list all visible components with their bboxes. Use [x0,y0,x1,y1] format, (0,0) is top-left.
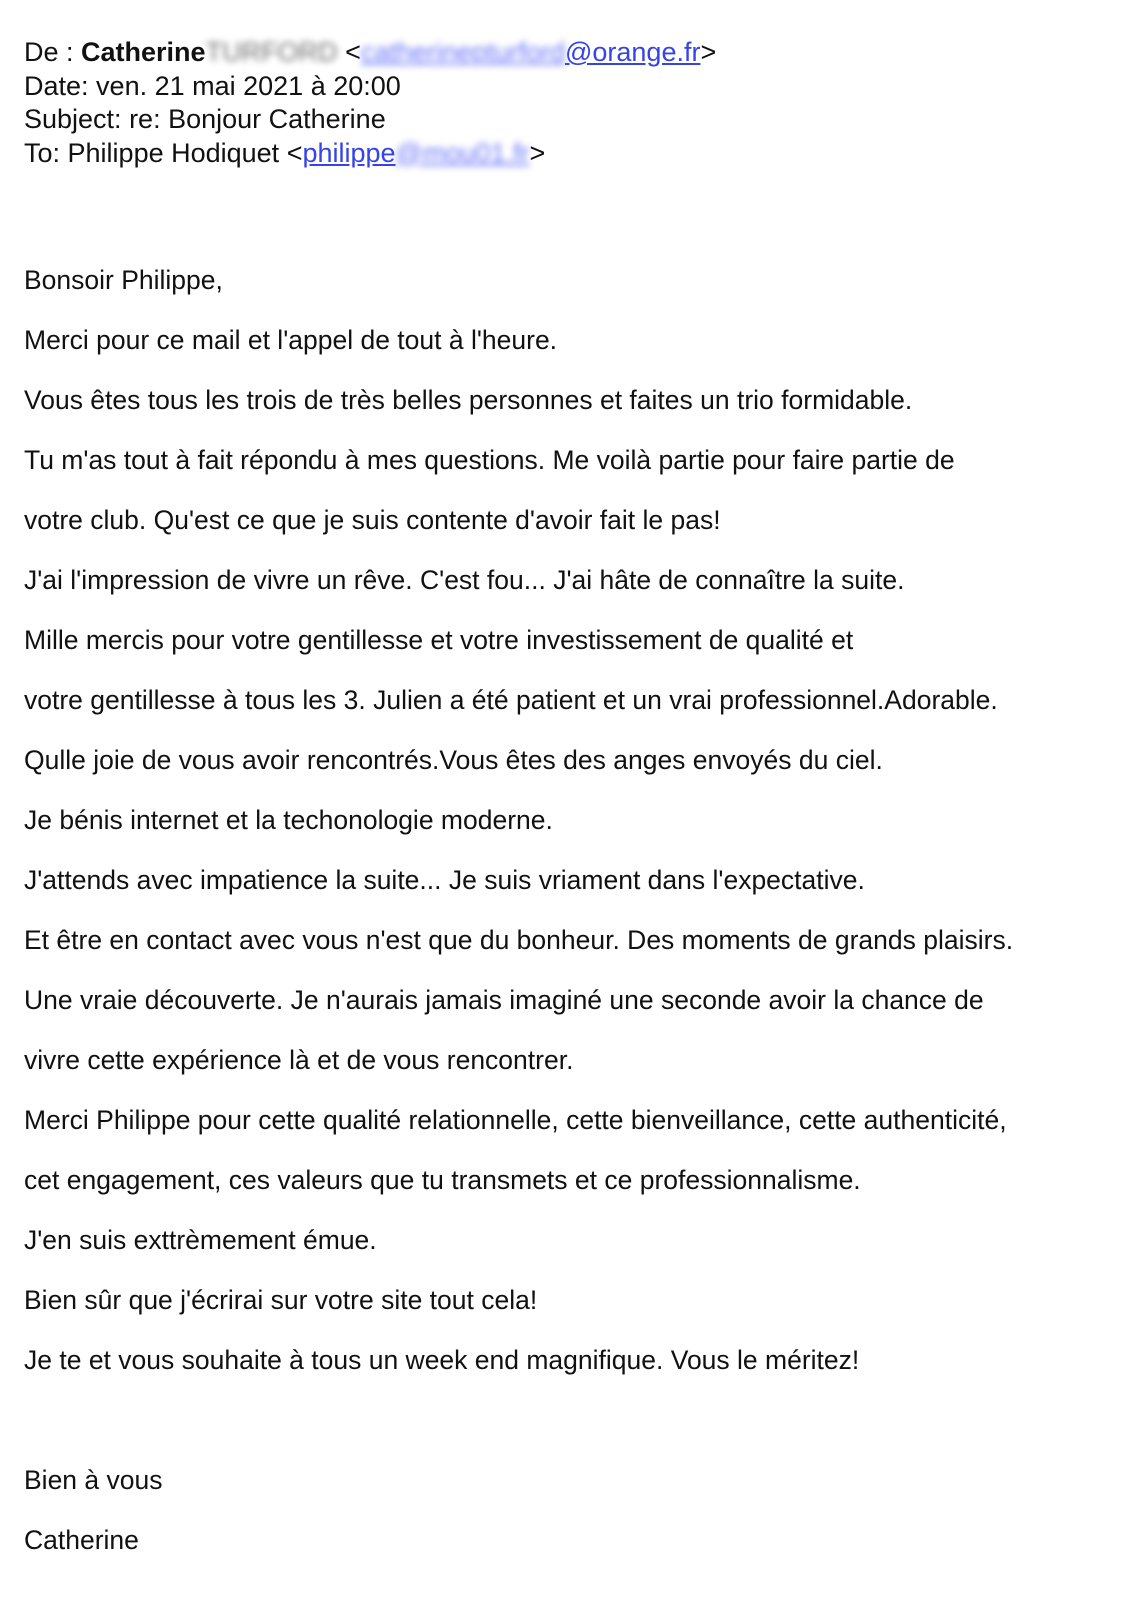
body-line: J'attends avec impatience la suite... Je suis vriament dans l'expectative. [24,865,865,895]
body-line: Et être en contact avec vous n'est que du bonheur. Des moments de grands plaisirs. [24,925,1014,955]
from-label: De : [24,37,82,67]
greeting: Bonsoir Philippe, [24,265,223,295]
body-line: Mille mercis pour votre gentillesse et votre investissement de qualité et [24,625,854,655]
body-line: Qulle joie de vous avoir rencontrés.Vous êtes des anges envoyés du ciel. [24,745,883,775]
date-label: Date: [24,70,97,101]
body-line: Merci Philippe pour cette qualité relationnelle, cette bienveillance, cette authenticité, [24,1105,1007,1135]
date-row [24,70,1114,104]
recipient-email[interactable]: philippe [302,137,396,168]
body-line: vivre cette expérience là et de vous rencontrer. [24,1045,574,1075]
email-body [24,250,1114,1570]
body-line: Vous êtes tous les trois de très belles personnes et faites un trio formidable. [24,385,913,415]
body-line: votre gentillesse à tous les 3. Julien a été patient et un vrai professionnel.Adorable. [24,685,998,715]
body-line: Je te et vous souhaite à tous un week end magnifique. Vous le méritez! [24,1345,860,1375]
email-message [24,36,1114,1570]
email-open-bracket: < [345,37,361,67]
to-label: To: [24,137,68,168]
paragraph-gap [24,1390,1114,1450]
body-line: Bien sûr que j'écrirai sur votre site tout cela! [24,1285,538,1315]
email-open-bracket: < [286,137,303,168]
signature: Catherine [24,1525,139,1555]
body-line: Une vraie découverte. Je n'aurais jamais imaginé une seconde avoir la chance de [24,985,984,1015]
email-header [24,36,1114,170]
email-close-bracket: > [700,37,717,67]
closing: Bien à vous [24,1465,163,1495]
from-row [24,36,1114,70]
body-line: Je bénis internet et la techonologie moderne. [24,805,553,835]
body-line: J'en suis exttrèmement émue. [24,1225,377,1255]
recipient-name: Philippe Hodiquet [67,137,287,168]
to-row [24,137,1114,171]
sender-email-redacted[interactable]: catherinepturford [360,37,565,67]
sender-email-domain[interactable]: @orange.fr [564,37,701,67]
body-line: votre club. Qu'est ce que je suis contente d'avoir fait le pas! [24,505,721,535]
subject-row [24,103,1114,137]
subject-label: Subject: [24,104,130,134]
sender-surname-redacted: TURFORD [205,37,338,67]
sender-name: Catherine [81,37,206,67]
recipient-email-redacted[interactable]: @mou01.fr [395,137,530,168]
date-value: ven. 21 mai 2021 à 20:00 [96,70,401,101]
subject-value: re: Bonjour Catherine [129,104,386,134]
body-line: Merci pour ce mail et l'appel de tout à l'heure. [24,325,558,355]
email-close-bracket: > [529,137,546,168]
body-line: Tu m'as tout à fait répondu à mes questions. Me voilà partie pour faire partie de [24,445,955,475]
body-line: cet engagement, ces valeurs que tu transmets et ce professionnalisme. [24,1165,861,1195]
body-line: J'ai l'impression de vivre un rêve. C'est fou... J'ai hâte de connaître la suite. [24,565,905,595]
